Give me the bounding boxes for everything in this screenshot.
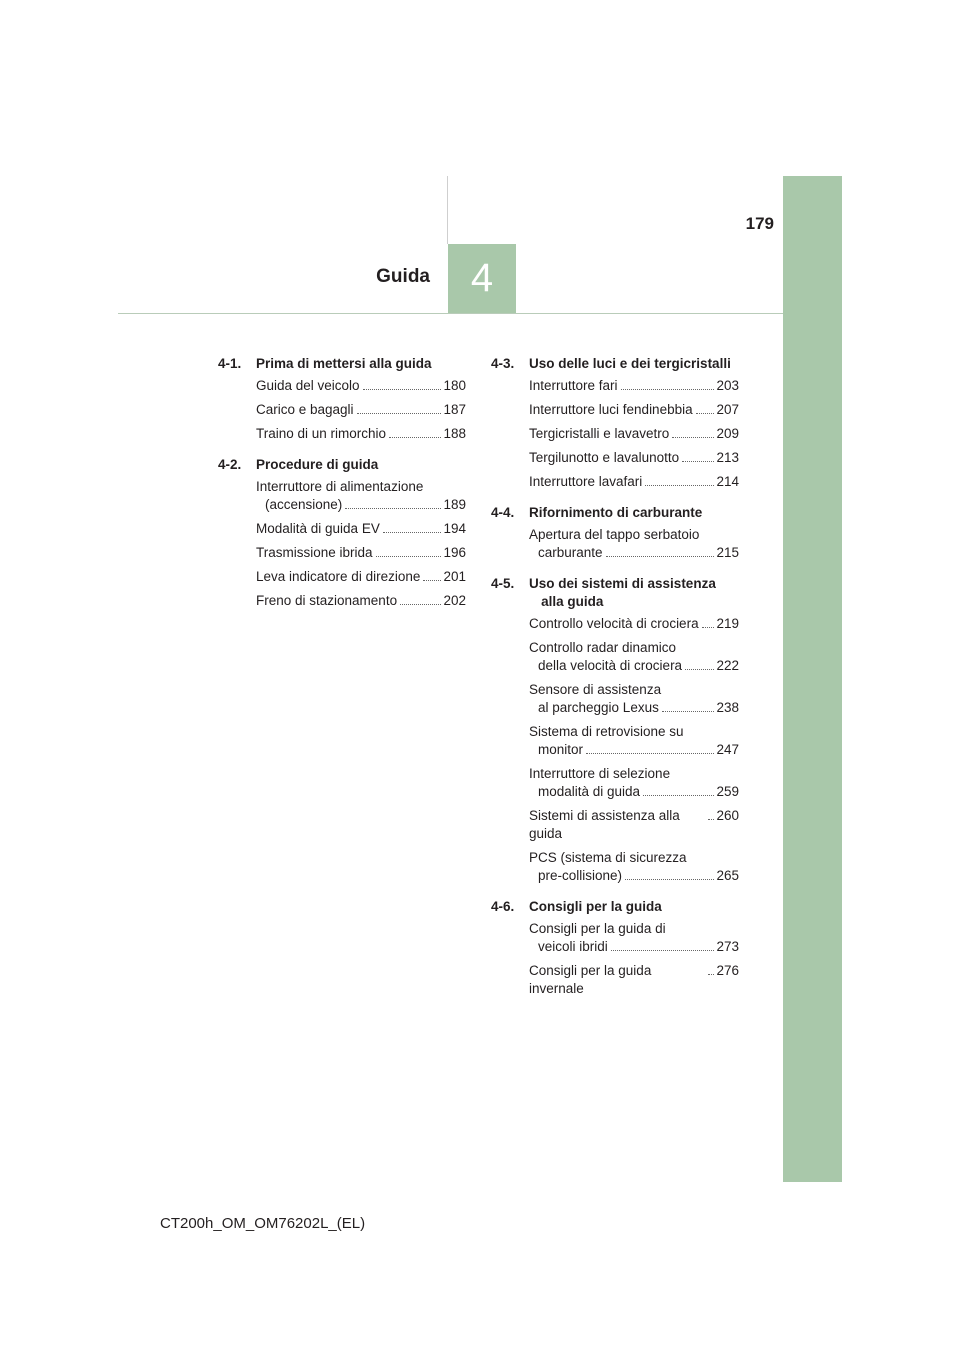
dot-leader: [696, 413, 715, 414]
dot-leader: [586, 753, 714, 754]
toc-section: [218, 355, 466, 443]
entry-title: Freno di stazionamento: [256, 593, 398, 608]
entry-page-number: 238: [716, 700, 739, 715]
entry-page-number: 189: [443, 497, 466, 512]
toc-entry[interactable]: [256, 425, 466, 443]
entry-page-number: 202: [443, 593, 466, 608]
entry-page-number: 219: [716, 616, 739, 631]
entry-title: modalità di guida: [538, 784, 641, 799]
section-heading: [491, 504, 739, 522]
dot-leader: [645, 485, 714, 486]
dot-leader: [363, 389, 442, 390]
section-number: 4-3.: [491, 356, 515, 371]
entry-page-number: 213: [716, 450, 739, 465]
entry-page-number: 196: [443, 545, 466, 560]
toc-section: [491, 898, 739, 998]
entry-page-number: 187: [443, 402, 466, 417]
entry-page-number: 273: [716, 939, 739, 954]
entry-page-number: 194: [443, 521, 466, 536]
entry-title: Controllo radar dinamico: [529, 640, 677, 655]
entry-title: Controllo velocità di crociera: [529, 616, 699, 631]
entry-title: Tergicristalli e lavavetro: [529, 426, 670, 441]
dot-leader: [708, 819, 714, 820]
entry-title: Sensore di assistenza: [529, 682, 662, 697]
toc-column-right: [491, 355, 739, 1011]
entry-title: Apertura del tappo serbatoio: [529, 527, 700, 542]
entry-page-number: 201: [443, 569, 466, 584]
entry-page-number: 207: [716, 402, 739, 417]
toc-entry[interactable]: [529, 807, 739, 843]
dot-leader: [685, 669, 714, 670]
section-number: 4-6.: [491, 899, 515, 914]
toc-section: [491, 355, 739, 491]
toc-entry[interactable]: [256, 520, 466, 538]
entry-title: Consigli per la guida invernale: [529, 963, 652, 996]
document-code-footer: CT200h_OM_OM76202L_(EL): [160, 1215, 366, 1232]
entry-title: Sistemi di assistenza alla guida: [529, 808, 680, 841]
toc-entry[interactable]: [529, 962, 739, 998]
entry-page-number: 222: [716, 658, 739, 673]
toc-column-left: [218, 355, 466, 623]
entry-title: carburante: [538, 545, 603, 560]
section-heading: [491, 355, 739, 373]
entry-page-number: 247: [716, 742, 739, 757]
entry-title: veicoli ibridi: [538, 939, 608, 954]
entry-title: Leva indicatore di direzione: [256, 569, 421, 584]
entry-page-number: 215: [716, 545, 739, 560]
page-number: 179: [745, 214, 774, 233]
entry-title: Trasmissione ibrida: [256, 545, 373, 560]
section-heading: [491, 575, 739, 611]
dot-leader: [389, 437, 441, 438]
entry-title: Interruttore fari: [529, 378, 618, 393]
section-number: 4-4.: [491, 505, 515, 520]
toc-entry[interactable]: [256, 401, 466, 419]
chapter-number-badge: 4: [448, 244, 516, 313]
section-title: Prima di mettersi alla guida: [256, 356, 432, 371]
toc-entry[interactable]: [529, 473, 739, 491]
toc-entry[interactable]: [256, 568, 466, 586]
entry-page-number: 276: [716, 963, 739, 978]
toc-entry[interactable]: [256, 592, 466, 610]
header-divider-vertical: [447, 176, 448, 244]
toc-section: [218, 456, 466, 610]
entry-title: monitor: [538, 742, 584, 757]
section-title: Rifornimento di carburante: [529, 505, 703, 520]
section-title: Uso delle luci e dei tergicristalli: [529, 356, 731, 371]
section-heading: [218, 355, 466, 373]
dot-leader: [702, 627, 715, 628]
section-number: 4-1.: [218, 356, 242, 371]
toc-entry[interactable]: [529, 639, 739, 675]
toc-entry[interactable]: [529, 849, 739, 885]
section-title: Procedure di guida: [256, 457, 379, 472]
entry-page-number: 265: [716, 868, 739, 883]
entry-title: Interruttore di alimentazione: [256, 479, 424, 494]
chapter-side-tab: [783, 176, 842, 1182]
entry-title: pre-collisione): [538, 868, 623, 883]
toc-entry[interactable]: [529, 401, 739, 419]
dot-leader: [643, 795, 714, 796]
entry-title: Interruttore di selezione: [529, 766, 671, 781]
entry-title: Sistema di retrovisione su: [529, 724, 684, 739]
entry-page-number: 180: [443, 378, 466, 393]
chapter-title: Guida: [376, 266, 430, 287]
section-heading: [218, 456, 466, 474]
entry-title: Carico e bagagli: [256, 402, 354, 417]
entry-title: Traino di un rimorchio: [256, 426, 387, 441]
toc-entry[interactable]: [529, 526, 739, 562]
toc-entry[interactable]: [529, 615, 739, 633]
toc-entry[interactable]: [529, 377, 739, 395]
dot-leader: [400, 604, 441, 605]
toc-entry[interactable]: [256, 478, 466, 514]
entry-page-number: 203: [716, 378, 739, 393]
header-divider-horizontal: [118, 313, 783, 314]
dot-leader: [423, 580, 441, 581]
section-title: Uso dei sistemi di assistenza alla guida: [529, 576, 716, 609]
section-number: 4-2.: [218, 457, 242, 472]
dot-leader: [682, 461, 714, 462]
entry-title: Tergilunotto e lavalunotto: [529, 450, 680, 465]
toc-section: [491, 504, 739, 562]
entry-title: Guida del veicolo: [256, 378, 360, 393]
toc-entry[interactable]: [529, 425, 739, 443]
toc-entry[interactable]: [529, 449, 739, 467]
dot-leader: [376, 556, 442, 557]
dot-leader: [611, 950, 715, 951]
entry-page-number: 188: [443, 426, 466, 441]
dot-leader: [621, 389, 715, 390]
entry-page-number: 260: [716, 808, 739, 823]
entry-title: (accensione): [265, 497, 343, 512]
toc-entry[interactable]: [529, 765, 739, 801]
section-number: 4-5.: [491, 576, 515, 591]
entry-title: Interruttore luci fendinebbia: [529, 402, 693, 417]
entry-title: Interruttore lavafari: [529, 474, 643, 489]
entry-title: PCS (sistema di sicurezza: [529, 850, 687, 865]
dot-leader: [345, 508, 441, 509]
entry-page-number: 209: [716, 426, 739, 441]
entry-title: della velocità di crociera: [538, 658, 683, 673]
dot-leader: [672, 437, 714, 438]
dot-leader: [383, 532, 442, 533]
dot-leader: [662, 711, 715, 712]
dot-leader: [357, 413, 442, 414]
toc-entry[interactable]: [529, 681, 739, 717]
entry-page-number: 259: [716, 784, 739, 799]
section-heading: [491, 898, 739, 916]
dot-leader: [708, 974, 714, 975]
dot-leader: [625, 879, 714, 880]
toc-entry[interactable]: [256, 544, 466, 562]
entry-title: al parcheggio Lexus: [538, 700, 659, 715]
section-title: Consigli per la guida: [529, 899, 662, 914]
toc-entry[interactable]: [529, 920, 739, 956]
entry-page-number: 214: [716, 474, 739, 489]
toc-entry[interactable]: [256, 377, 466, 395]
dot-leader: [606, 556, 715, 557]
toc-entry[interactable]: [529, 723, 739, 759]
toc-section: [491, 575, 739, 885]
entry-title: Modalità di guida EV: [256, 521, 380, 536]
entry-title: Consigli per la guida di: [529, 921, 666, 936]
